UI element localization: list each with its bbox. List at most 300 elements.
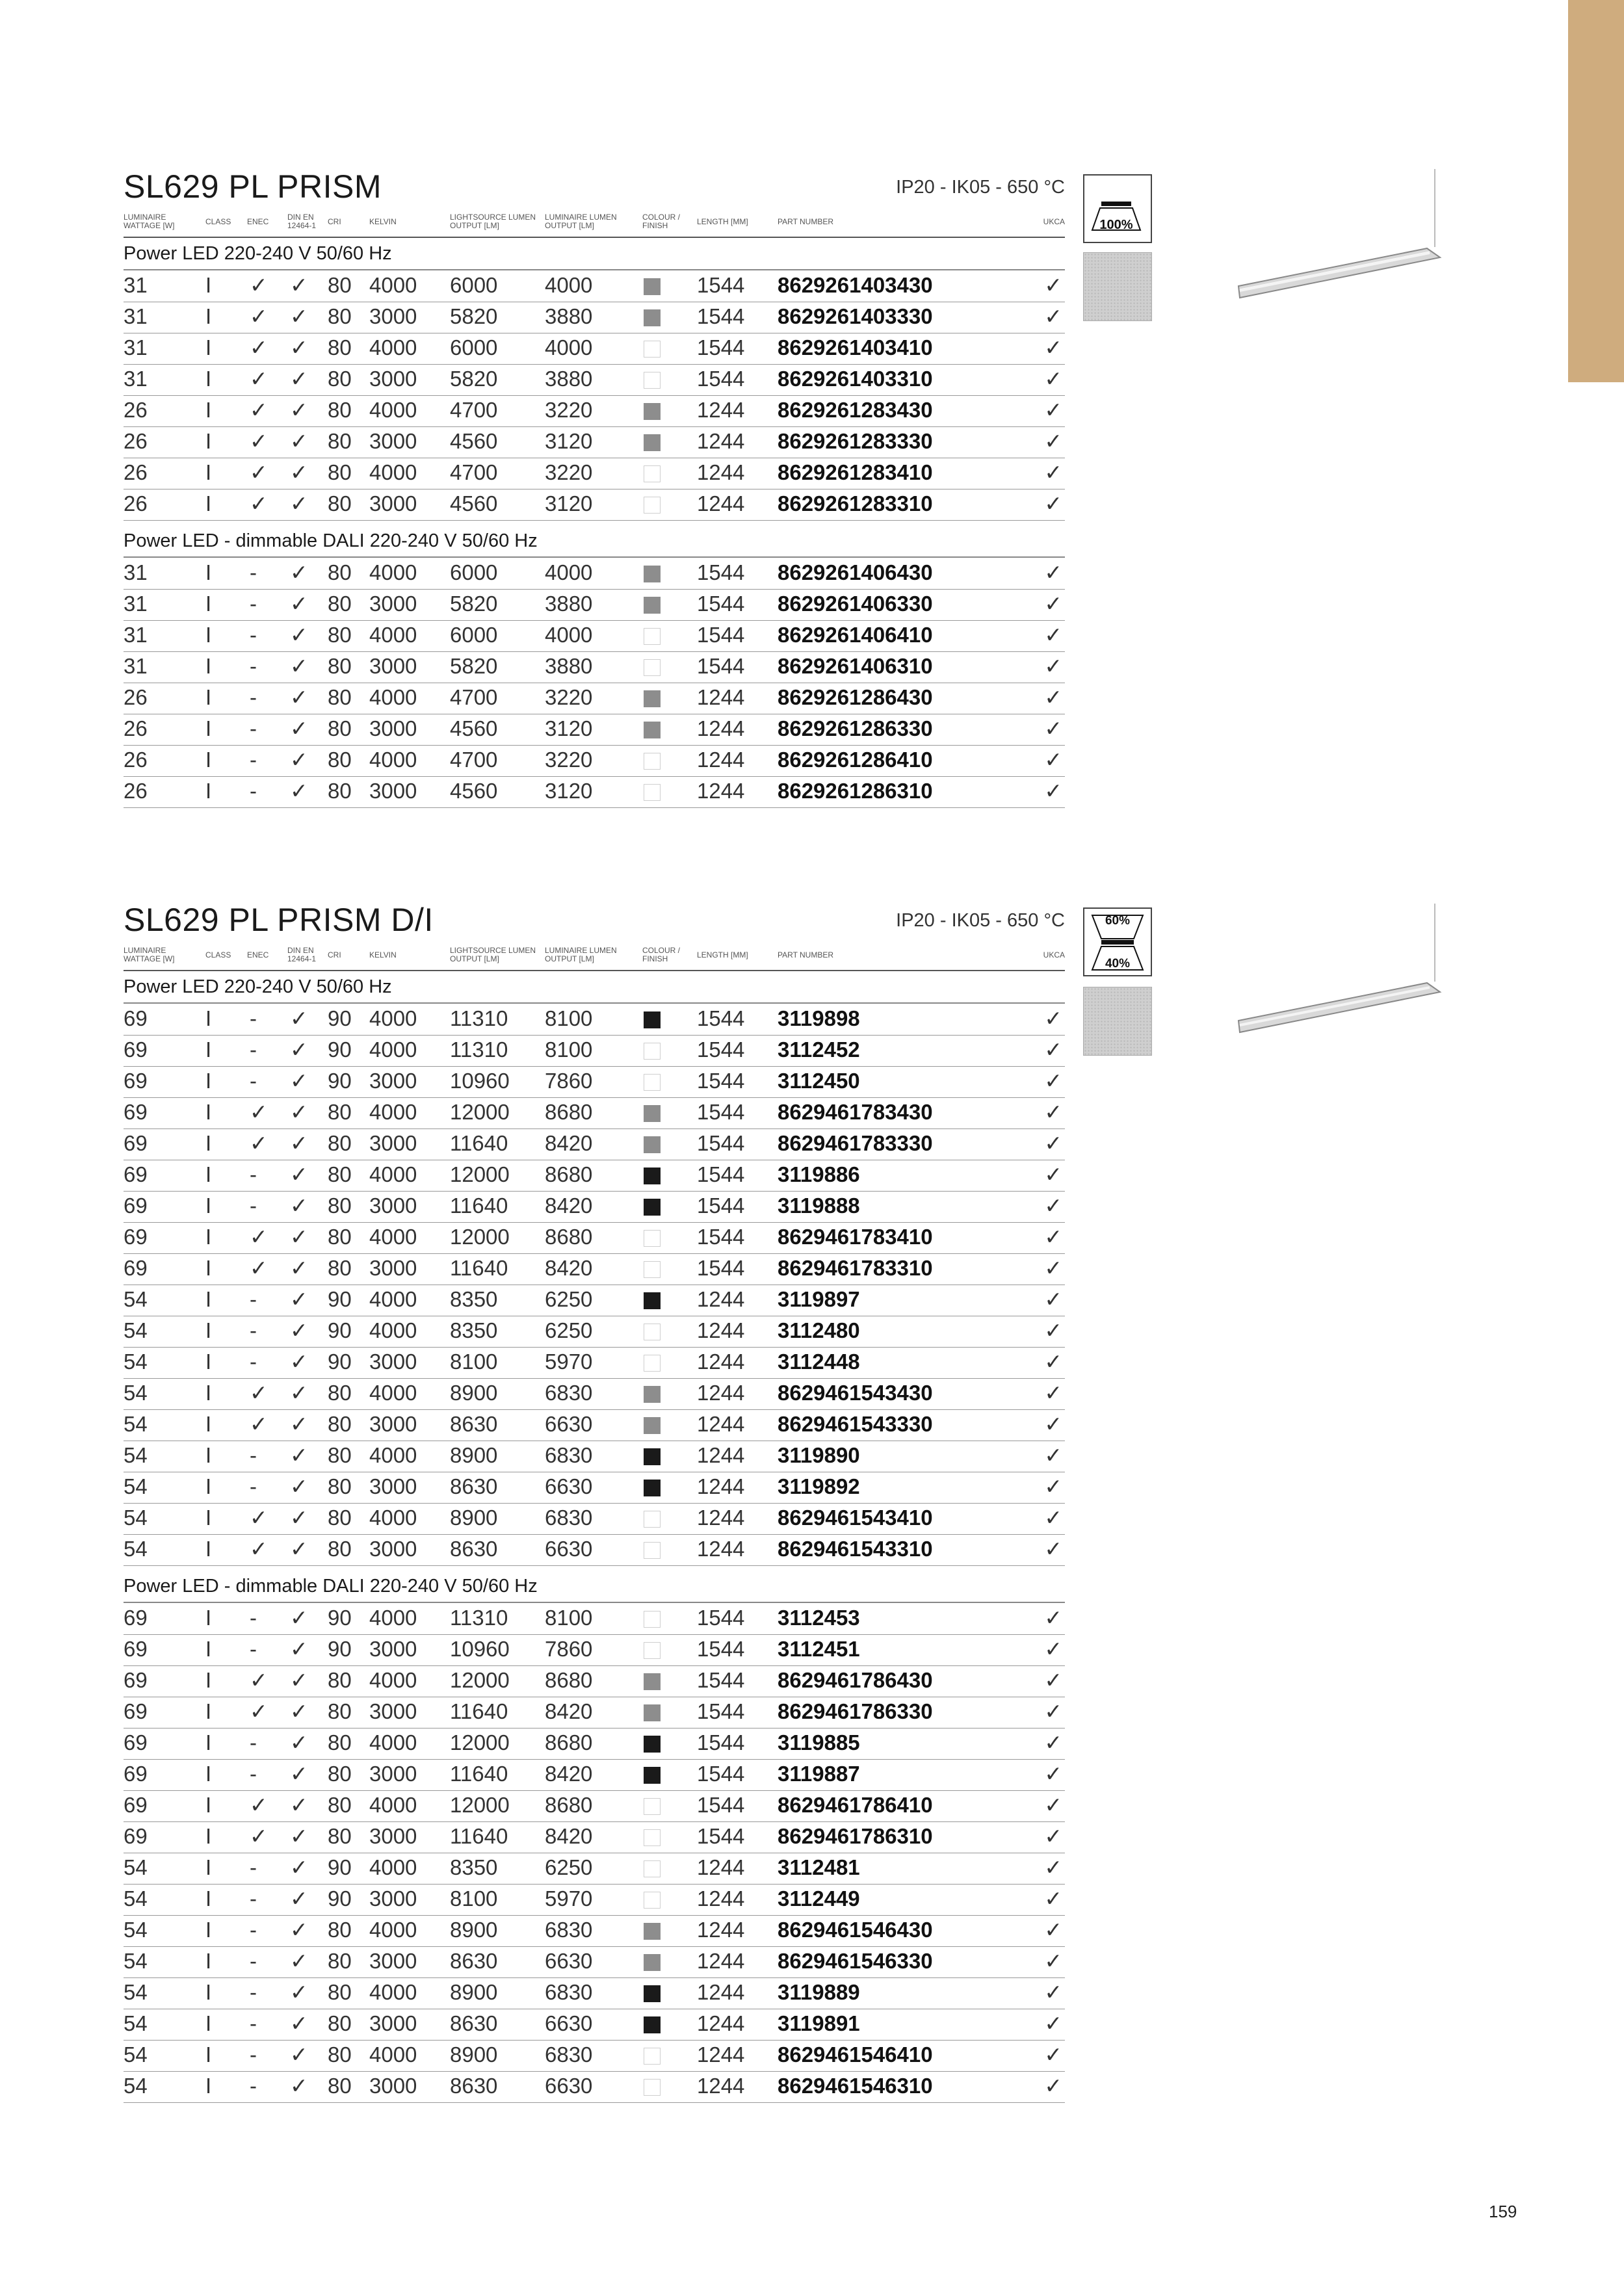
cell: 8100 (545, 1006, 593, 1030)
cell: 80 (328, 592, 352, 616)
cell: 1544 (697, 1037, 745, 1062)
cell: 31 (124, 304, 148, 328)
cell: 4000 (369, 1287, 417, 1311)
part-number: 8629461783310 (778, 1256, 933, 1280)
cell: 11310 (450, 1006, 508, 1030)
cell: 3000 (369, 716, 417, 740)
cell: 4000 (369, 1037, 417, 1062)
cell: ✓ (290, 1069, 308, 1093)
cell: 54 (124, 1287, 148, 1311)
cell: 1244 (697, 1918, 745, 1942)
cell: 80 (328, 1730, 352, 1755)
column-header: LIGHTSOURCE LUMEN OUTPUT [LM] (450, 946, 536, 963)
cell: 4000 (369, 460, 417, 484)
cell: ✓ (1044, 1918, 1062, 1942)
part-number: 8629261286410 (778, 748, 933, 772)
table-row (124, 683, 1065, 714)
cell: 4000 (369, 398, 417, 422)
table-row (124, 1097, 1065, 1129)
cell: 80 (328, 304, 352, 328)
cell: 3000 (369, 1637, 417, 1661)
table-row (124, 714, 1065, 746)
part-number: 8629261286310 (778, 779, 933, 803)
cell: 8630 (450, 1474, 498, 1498)
cell: ✓ (1044, 491, 1062, 515)
cell: ✓ (290, 1287, 308, 1311)
colour-swatch-grey (644, 1704, 661, 1721)
cell: 10960 (450, 1637, 510, 1661)
cell: 26 (124, 685, 148, 709)
cell: 1544 (697, 623, 745, 647)
cell: 1244 (697, 716, 745, 740)
cell: ✓ (250, 1793, 268, 1817)
cell: I (205, 335, 212, 359)
table-header (124, 208, 1065, 238)
cell: I (205, 1006, 212, 1030)
table-row (124, 1977, 1065, 2009)
cell: ✓ (1044, 429, 1062, 453)
cell: 4000 (369, 1443, 417, 1467)
cell: 80 (328, 273, 352, 297)
cell: 1544 (697, 592, 745, 616)
cell: 1544 (697, 1006, 745, 1030)
cell: I (205, 1194, 212, 1218)
cell: ✓ (1044, 1980, 1062, 2004)
cell: 1544 (697, 1699, 745, 1723)
cell: 69 (124, 1162, 148, 1186)
part-number: 8629261283410 (778, 460, 933, 484)
colour-swatch-white (644, 1892, 661, 1909)
cell: 54 (124, 1980, 148, 2004)
cell: ✓ (290, 1824, 308, 1848)
cell: 3000 (369, 1824, 417, 1848)
colour-swatch-black (644, 1168, 661, 1184)
cell: 31 (124, 654, 148, 678)
cell: ✓ (1044, 1381, 1062, 1405)
colour-swatch-black (644, 1292, 661, 1309)
column-header: PART NUMBER (778, 950, 834, 959)
cell: 4000 (369, 1100, 417, 1124)
cell: 1244 (697, 779, 745, 803)
cell: 80 (328, 560, 352, 584)
group-label: Power LED - dimmable DALI 220-240 V 50/60 Hz (124, 525, 1065, 558)
cell: ✓ (1044, 1793, 1062, 1817)
cell: 54 (124, 1412, 148, 1436)
cell: 80 (328, 1100, 352, 1124)
column-header: KELVIN (369, 217, 397, 226)
cell: I (205, 1730, 212, 1755)
column-header: LENGTH [MM] (697, 950, 748, 959)
table-row (124, 1728, 1065, 1760)
cell: 8630 (450, 1537, 498, 1561)
colour-swatch-white (644, 341, 661, 358)
section-title: SL629 PL PRISM D/I (124, 902, 434, 938)
cell: 12000 (450, 1668, 510, 1692)
cell: ✓ (290, 1637, 308, 1661)
cell: 1544 (697, 1606, 745, 1630)
part-number: 8629461546430 (778, 1918, 933, 1942)
cell: 5970 (545, 1350, 593, 1374)
cell: 3000 (369, 1069, 417, 1093)
colour-swatch-grey (644, 1417, 661, 1434)
part-number: 8629461546310 (778, 2074, 933, 2098)
cell: 6830 (545, 1918, 593, 1942)
cell: ✓ (290, 716, 308, 740)
part-number: 8629261283430 (778, 398, 933, 422)
cell: ✓ (290, 685, 308, 709)
column-header: COLOUR / FINISH (642, 946, 681, 963)
cell: - (250, 592, 257, 616)
cell: - (250, 1194, 257, 1218)
colour-swatch-white (644, 2048, 661, 2065)
colour-swatch-grey (644, 722, 661, 738)
colour-swatch-grey (644, 597, 661, 614)
cell: 1244 (697, 1886, 745, 1911)
cell: 1244 (697, 1412, 745, 1436)
cell: I (205, 685, 212, 709)
cell: ✓ (1044, 654, 1062, 678)
cell: ✓ (290, 748, 308, 772)
cell: 7860 (545, 1637, 593, 1661)
column-header: LUMINAIRE WATTAGE [W] (124, 946, 175, 963)
cell: 1544 (697, 1100, 745, 1124)
colour-swatch-black (644, 1767, 661, 1784)
part-number: 8629461543330 (778, 1412, 933, 1436)
cell: 80 (328, 2011, 352, 2035)
colour-swatch-white (644, 1829, 661, 1846)
part-number: 3119886 (778, 1162, 860, 1186)
cell: - (250, 623, 257, 647)
cell: 3000 (369, 1474, 417, 1498)
part-number: 8629461786410 (778, 1793, 933, 1817)
cell: 4000 (545, 273, 593, 297)
part-number: 8629261286330 (778, 716, 933, 740)
cell: ✓ (1044, 1762, 1062, 1786)
cell: 4700 (450, 398, 498, 422)
cell: 6000 (450, 273, 498, 297)
cell: - (250, 2011, 257, 2035)
colour-swatch-white (644, 1542, 661, 1559)
column-header: LIGHTSOURCE LUMEN OUTPUT [LM] (450, 213, 536, 230)
column-header: LUMINAIRE LUMEN OUTPUT [LM] (545, 213, 617, 230)
cell: I (205, 460, 212, 484)
colour-swatch-grey (644, 434, 661, 451)
cell: 1244 (697, 1381, 745, 1405)
cell: 1244 (697, 685, 745, 709)
cell: 54 (124, 1474, 148, 1498)
cell: 26 (124, 398, 148, 422)
cell: 69 (124, 1006, 148, 1030)
cell: ✓ (290, 1131, 308, 1155)
cell: ✓ (290, 1194, 308, 1218)
cell: I (205, 1537, 212, 1561)
cell: 3000 (369, 1350, 417, 1374)
cell: 1244 (697, 2042, 745, 2067)
cell: 1544 (697, 304, 745, 328)
cell: I (205, 1474, 212, 1498)
table-row (124, 651, 1065, 683)
colour-swatch-white (644, 628, 661, 645)
cell: 90 (328, 1287, 352, 1311)
cell: 6630 (545, 1537, 593, 1561)
cell: - (250, 1287, 257, 1311)
cell: ✓ (290, 779, 308, 803)
cell: 1544 (697, 1225, 745, 1249)
cell: 3120 (545, 491, 593, 515)
cell: 3880 (545, 592, 593, 616)
cell: - (250, 716, 257, 740)
cell: 4560 (450, 429, 498, 453)
cell: ✓ (1044, 1443, 1062, 1467)
cell: ✓ (1044, 1730, 1062, 1755)
table-row (124, 1347, 1065, 1379)
cell: - (250, 748, 257, 772)
cell: 4000 (369, 335, 417, 359)
cell: - (250, 779, 257, 803)
cell: ✓ (290, 2011, 308, 2035)
cell: ✓ (290, 304, 308, 328)
cell: 80 (328, 1474, 352, 1498)
cell: 4560 (450, 779, 498, 803)
cell: 31 (124, 623, 148, 647)
cell: 4700 (450, 748, 498, 772)
cell: 69 (124, 1037, 148, 1062)
table-row (124, 1378, 1065, 1410)
cell: 80 (328, 460, 352, 484)
cell: 8900 (450, 1918, 498, 1942)
cell: I (205, 1162, 212, 1186)
table-row (124, 1534, 1065, 1566)
cell: ✓ (1044, 304, 1062, 328)
column-header: COLOUR / FINISH (642, 213, 681, 230)
cell: 8900 (450, 1506, 498, 1530)
cell: 10960 (450, 1069, 510, 1093)
cell: ✓ (290, 1606, 308, 1630)
cell: 6830 (545, 1506, 593, 1530)
cell: - (250, 1980, 257, 2004)
cell: ✓ (290, 1474, 308, 1498)
colour-swatch-grey (644, 1136, 661, 1153)
uplight-label: 60% (1105, 914, 1131, 928)
cell: 69 (124, 1793, 148, 1817)
cell: ✓ (250, 1824, 268, 1848)
part-number: 8629261403330 (778, 304, 933, 328)
cell: I (205, 1762, 212, 1786)
cell: ✓ (1044, 367, 1062, 391)
cell: I (205, 2074, 212, 2098)
column-header: LUMINAIRE LUMEN OUTPUT [LM] (545, 946, 617, 963)
cell: 31 (124, 367, 148, 391)
cell: I (205, 1069, 212, 1093)
table-header (124, 941, 1065, 971)
colour-swatch-black (644, 1448, 661, 1465)
cell: ✓ (290, 273, 308, 297)
column-header: ENEC (247, 217, 269, 226)
table-row (124, 270, 1065, 302)
cell: ✓ (1044, 1637, 1062, 1661)
colour-swatch-white (644, 1798, 661, 1815)
table-row (124, 1222, 1065, 1254)
cell: 69 (124, 1256, 148, 1280)
cell: 26 (124, 716, 148, 740)
cell: 1244 (697, 460, 745, 484)
column-header: DIN EN 12464-1 (287, 946, 317, 963)
cell: I (205, 2011, 212, 2035)
cell: 80 (328, 748, 352, 772)
cell: 3000 (369, 654, 417, 678)
cell: I (205, 1443, 212, 1467)
cell: 3000 (369, 367, 417, 391)
table-row (124, 589, 1065, 621)
colour-swatch-grey (644, 690, 661, 707)
cell: ✓ (1044, 1131, 1062, 1155)
cell: - (250, 1949, 257, 1973)
colour-swatch-white (644, 1642, 661, 1659)
cell: 3120 (545, 429, 593, 453)
cell: 1544 (697, 654, 745, 678)
cell: 12000 (450, 1162, 510, 1186)
cell: ✓ (1044, 592, 1062, 616)
cell: ✓ (1044, 1606, 1062, 1630)
cell: ✓ (1044, 748, 1062, 772)
cell: 3120 (545, 779, 593, 803)
cell: I (205, 1918, 212, 1942)
group-label: Power LED - dimmable DALI 220-240 V 50/60 Hz (124, 1571, 1065, 1603)
table-row (124, 1004, 1065, 1036)
cell: 8350 (450, 1287, 498, 1311)
cell: I (205, 1668, 212, 1692)
cell: 1244 (697, 2074, 745, 2098)
cell: 80 (328, 1537, 352, 1561)
cell: 11640 (450, 1131, 508, 1155)
cell: 1544 (697, 1194, 745, 1218)
cell: 1244 (697, 1350, 745, 1374)
cell: 80 (328, 335, 352, 359)
cell: ✓ (1044, 1069, 1062, 1093)
cell: 3000 (369, 1412, 417, 1436)
cell: 6250 (545, 1287, 593, 1311)
cell: 1244 (697, 1287, 745, 1311)
cell: ✓ (290, 1506, 308, 1530)
colour-swatch-black (644, 1199, 661, 1216)
cell: I (205, 1949, 212, 1973)
cell: - (250, 1162, 257, 1186)
part-number: 8629261403430 (778, 273, 933, 297)
cell: 4000 (369, 1006, 417, 1030)
cell: 4000 (369, 1980, 417, 2004)
ip-rating: IP20 - IK05 - 650 °C (896, 910, 1065, 931)
cell: I (205, 1131, 212, 1155)
cell: 1544 (697, 1069, 745, 1093)
cell: 69 (124, 1637, 148, 1661)
part-number: 8629461546410 (778, 2042, 933, 2067)
cell: 6830 (545, 1443, 593, 1467)
cell: - (250, 1443, 257, 1467)
part-number: 8629461543410 (778, 1506, 933, 1530)
cell: 26 (124, 779, 148, 803)
cell: ✓ (250, 460, 268, 484)
cell: - (250, 1606, 257, 1630)
part-number: 3112481 (778, 1855, 860, 1879)
cell: 11640 (450, 1194, 508, 1218)
cell: 8630 (450, 1949, 498, 1973)
cell: 4000 (369, 685, 417, 709)
cell: 80 (328, 1443, 352, 1467)
cell: ✓ (290, 654, 308, 678)
cell: ✓ (250, 398, 268, 422)
part-number: 8629461783410 (778, 1225, 933, 1249)
part-number: 8629261406310 (778, 654, 933, 678)
colour-swatch-grey (644, 566, 661, 582)
colour-swatch-black (644, 1736, 661, 1753)
cell: 4560 (450, 716, 498, 740)
cell: ✓ (1044, 460, 1062, 484)
cell: ✓ (290, 1918, 308, 1942)
cell: 80 (328, 779, 352, 803)
part-number: 3119898 (778, 1006, 860, 1030)
cell: 80 (328, 1824, 352, 1848)
colour-swatch-grey (644, 278, 661, 295)
cell: 8630 (450, 2011, 498, 2035)
cell: ✓ (1044, 1037, 1062, 1062)
column-header: KELVIN (369, 950, 397, 959)
cell: 69 (124, 1225, 148, 1249)
cell: 6630 (545, 1474, 593, 1498)
cell: ✓ (1044, 1537, 1062, 1561)
cell: ✓ (290, 1980, 308, 2004)
cell: 5970 (545, 1886, 593, 1911)
cell: I (205, 398, 212, 422)
cell: 1244 (697, 1443, 745, 1467)
table-row (124, 2009, 1065, 2041)
column-header: CRI (328, 217, 341, 226)
part-number: 8629261406330 (778, 592, 933, 616)
cell: 80 (328, 1256, 352, 1280)
cell: 8630 (450, 1412, 498, 1436)
cell: 11640 (450, 1824, 508, 1848)
cell: 4700 (450, 460, 498, 484)
cell: ✓ (290, 429, 308, 453)
cell: 8680 (545, 1730, 593, 1755)
cell: 69 (124, 1069, 148, 1093)
cell: ✓ (1044, 398, 1062, 422)
cell: ✓ (1044, 716, 1062, 740)
table-row (124, 1128, 1065, 1160)
cell: 54 (124, 2011, 148, 2035)
cell: 1244 (697, 1980, 745, 2004)
cell: 8420 (545, 1824, 593, 1848)
table-row (124, 1160, 1065, 1192)
colour-swatch-white (644, 1611, 661, 1628)
light-distribution-icon (1083, 907, 1152, 976)
cell: 8680 (545, 1100, 593, 1124)
cell: 80 (328, 1949, 352, 1973)
cell: I (205, 779, 212, 803)
table-row (124, 1821, 1065, 1853)
cell: 1544 (697, 1824, 745, 1848)
cell: ✓ (290, 1855, 308, 1879)
cell: 1244 (697, 1537, 745, 1561)
column-header: UKCA (1043, 950, 1065, 959)
cell: ✓ (250, 304, 268, 328)
part-number: 8629261283330 (778, 429, 933, 453)
cell: ✓ (290, 592, 308, 616)
cell: ✓ (290, 1162, 308, 1186)
colour-swatch-white (644, 1074, 661, 1091)
part-number: 8629261406430 (778, 560, 933, 584)
cell: 6630 (545, 2011, 593, 2035)
cell: ✓ (290, 2074, 308, 2098)
